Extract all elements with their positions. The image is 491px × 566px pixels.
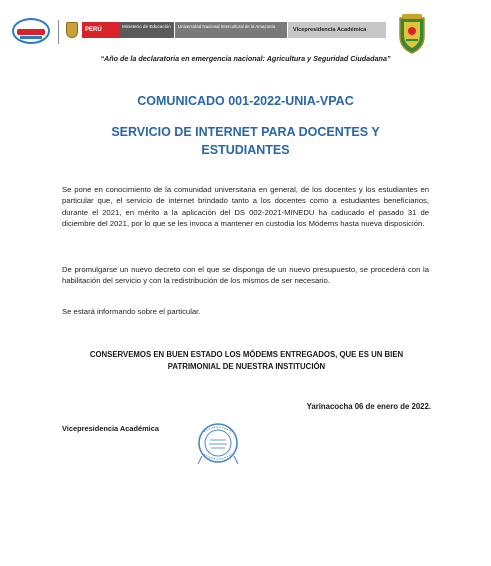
peru-label: PERÚ <box>82 22 119 38</box>
office-label: Vicepresidencia Académica <box>288 22 386 38</box>
letterhead <box>12 14 482 54</box>
signer-office: Vicepresidencia Académica <box>62 424 159 433</box>
closing-statement: CONSERVEMOS EN BUEN ESTADO LOS MÓDEMS ENTREGADOS, QUE ES UN BIEN PATRIMONIAL DE NUESTRA INSTITUCIÓN <box>89 350 404 371</box>
document-reference: COMUNICADO 001-2022-UNIA-VPAC <box>137 94 354 108</box>
body-paragraph: Se pone en conocimiento de la comunidad universitaria en general, de los docentes y los estudiantes en particular que, el servicio de internet brindado tanto a los docentes como a estudiantes beneficiarios, durante el 2021, en mérito a la aplicación del DS 002-2021-MINEDU ha caducado el pasado 31 de diciembre del 2021, por lo que se les invoca a mantener en custodia los Módems hasta nueva disposición. <box>62 185 429 229</box>
dateline: Yarinacocha 06 de enero de 2022. <box>306 402 431 411</box>
university-shield-logo-icon <box>398 14 426 54</box>
document-subject: SERVICIO DE INTERNET PARA DOCENTES Y ESTUDIANTES <box>111 125 380 157</box>
peru-coat-of-arms-icon <box>66 22 78 38</box>
university-label: Universidad Nacional Intercultural de la Amazonía <box>175 22 287 38</box>
official-seal-stamp-icon <box>196 420 240 466</box>
header-divider <box>58 20 59 44</box>
minedu-label: Ministerio de Educación <box>119 22 174 38</box>
year-motto: “Año de la declaratoria en emergencia nacional: Agricultura y Seguridad Ciudadana” <box>100 54 391 63</box>
education-campaign-logo-icon <box>12 18 50 44</box>
body-paragraph: Se estará informando sobre el particular. <box>62 307 201 316</box>
body-paragraph: De promulgarse un nuevo decreto con el que se disponga de un nuevo presupuesto, se procederá con la habilitación del servicio y con la redistribución de los mismos de ser necesario. <box>62 265 429 286</box>
